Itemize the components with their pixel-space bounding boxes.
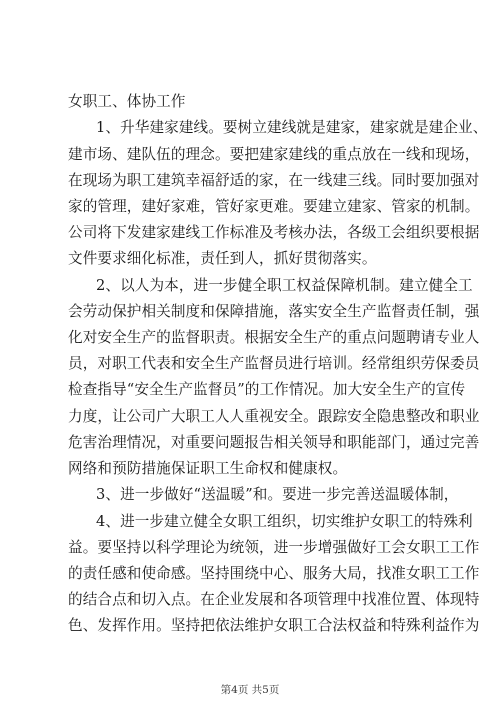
text-line: 网络和预防措施保证职工生命权和健康权。	[68, 460, 348, 477]
text-line: 化对安全生产的监督职责。根据安全生产的重点问题聘请专业人	[68, 329, 480, 346]
text-line: 的结合点和切入点。在企业发展和各项管理中找准位置、体现特	[68, 591, 480, 608]
text-line: 2、以人为本，进一步健全职工权益保障机制。建立健全工	[96, 277, 473, 294]
text-line: 1、升华建家建线。要树立建线就是建家，建家就是建企业、	[96, 119, 488, 136]
text-line: 的责任感和使命感。坚持围绕中心、服务大局，找准女职工工作	[68, 565, 480, 582]
text-line: 公司将下发建家建线工作标准及考核办法，各级工会组织要根据	[68, 224, 480, 241]
text-line: 会劳动保护相关制度和保障措施，落实安全生产监督责任制，强	[68, 303, 480, 320]
text-line: 3、进一步做好“送温暖”和。要进一步完善送温暖体制，	[96, 486, 459, 503]
text-line: 家的管理，建好家难，管好家更难。要建立建家、管家的机制。	[68, 198, 480, 215]
text-line: 员，对职工代表和安全生产监督员进行培训。经常组织劳保委员	[68, 355, 480, 372]
text-line: 4、进一步建立健全女职工组织，切实维护女职工的特殊利	[96, 513, 473, 530]
text-line: 色、发挥作用。坚持把依法维护女职工合法权益和特殊利益作为	[68, 617, 480, 634]
text-line: 力度，让公司广大职工人人重视安全。跟踪安全隐患整改和职业	[68, 408, 480, 425]
text-line: 益。要坚持以科学理论为统领，进一步增强做好工会女职工工作	[68, 539, 480, 556]
text-line: 在现场为职工建筑幸福舒适的家，在一线建三线。同时要加强对	[68, 172, 480, 189]
page-footer: 第4页 共5页	[220, 684, 280, 696]
text-line: 文件要求细化标准，责任到人，抓好贯彻落实。	[68, 250, 377, 267]
text-line: 建市场、建队伍的理念。要把建家建线的重点放在一线和现场，	[68, 146, 480, 163]
text-line: 女职工、体协工作	[68, 93, 186, 110]
text-line: 检查指导“安全生产监督员”的工作情况。加大安全生产的宣传	[68, 381, 466, 398]
text-line: 危害治理情况，对重要问题报告相关领导和职能部门，通过完善	[68, 434, 480, 451]
